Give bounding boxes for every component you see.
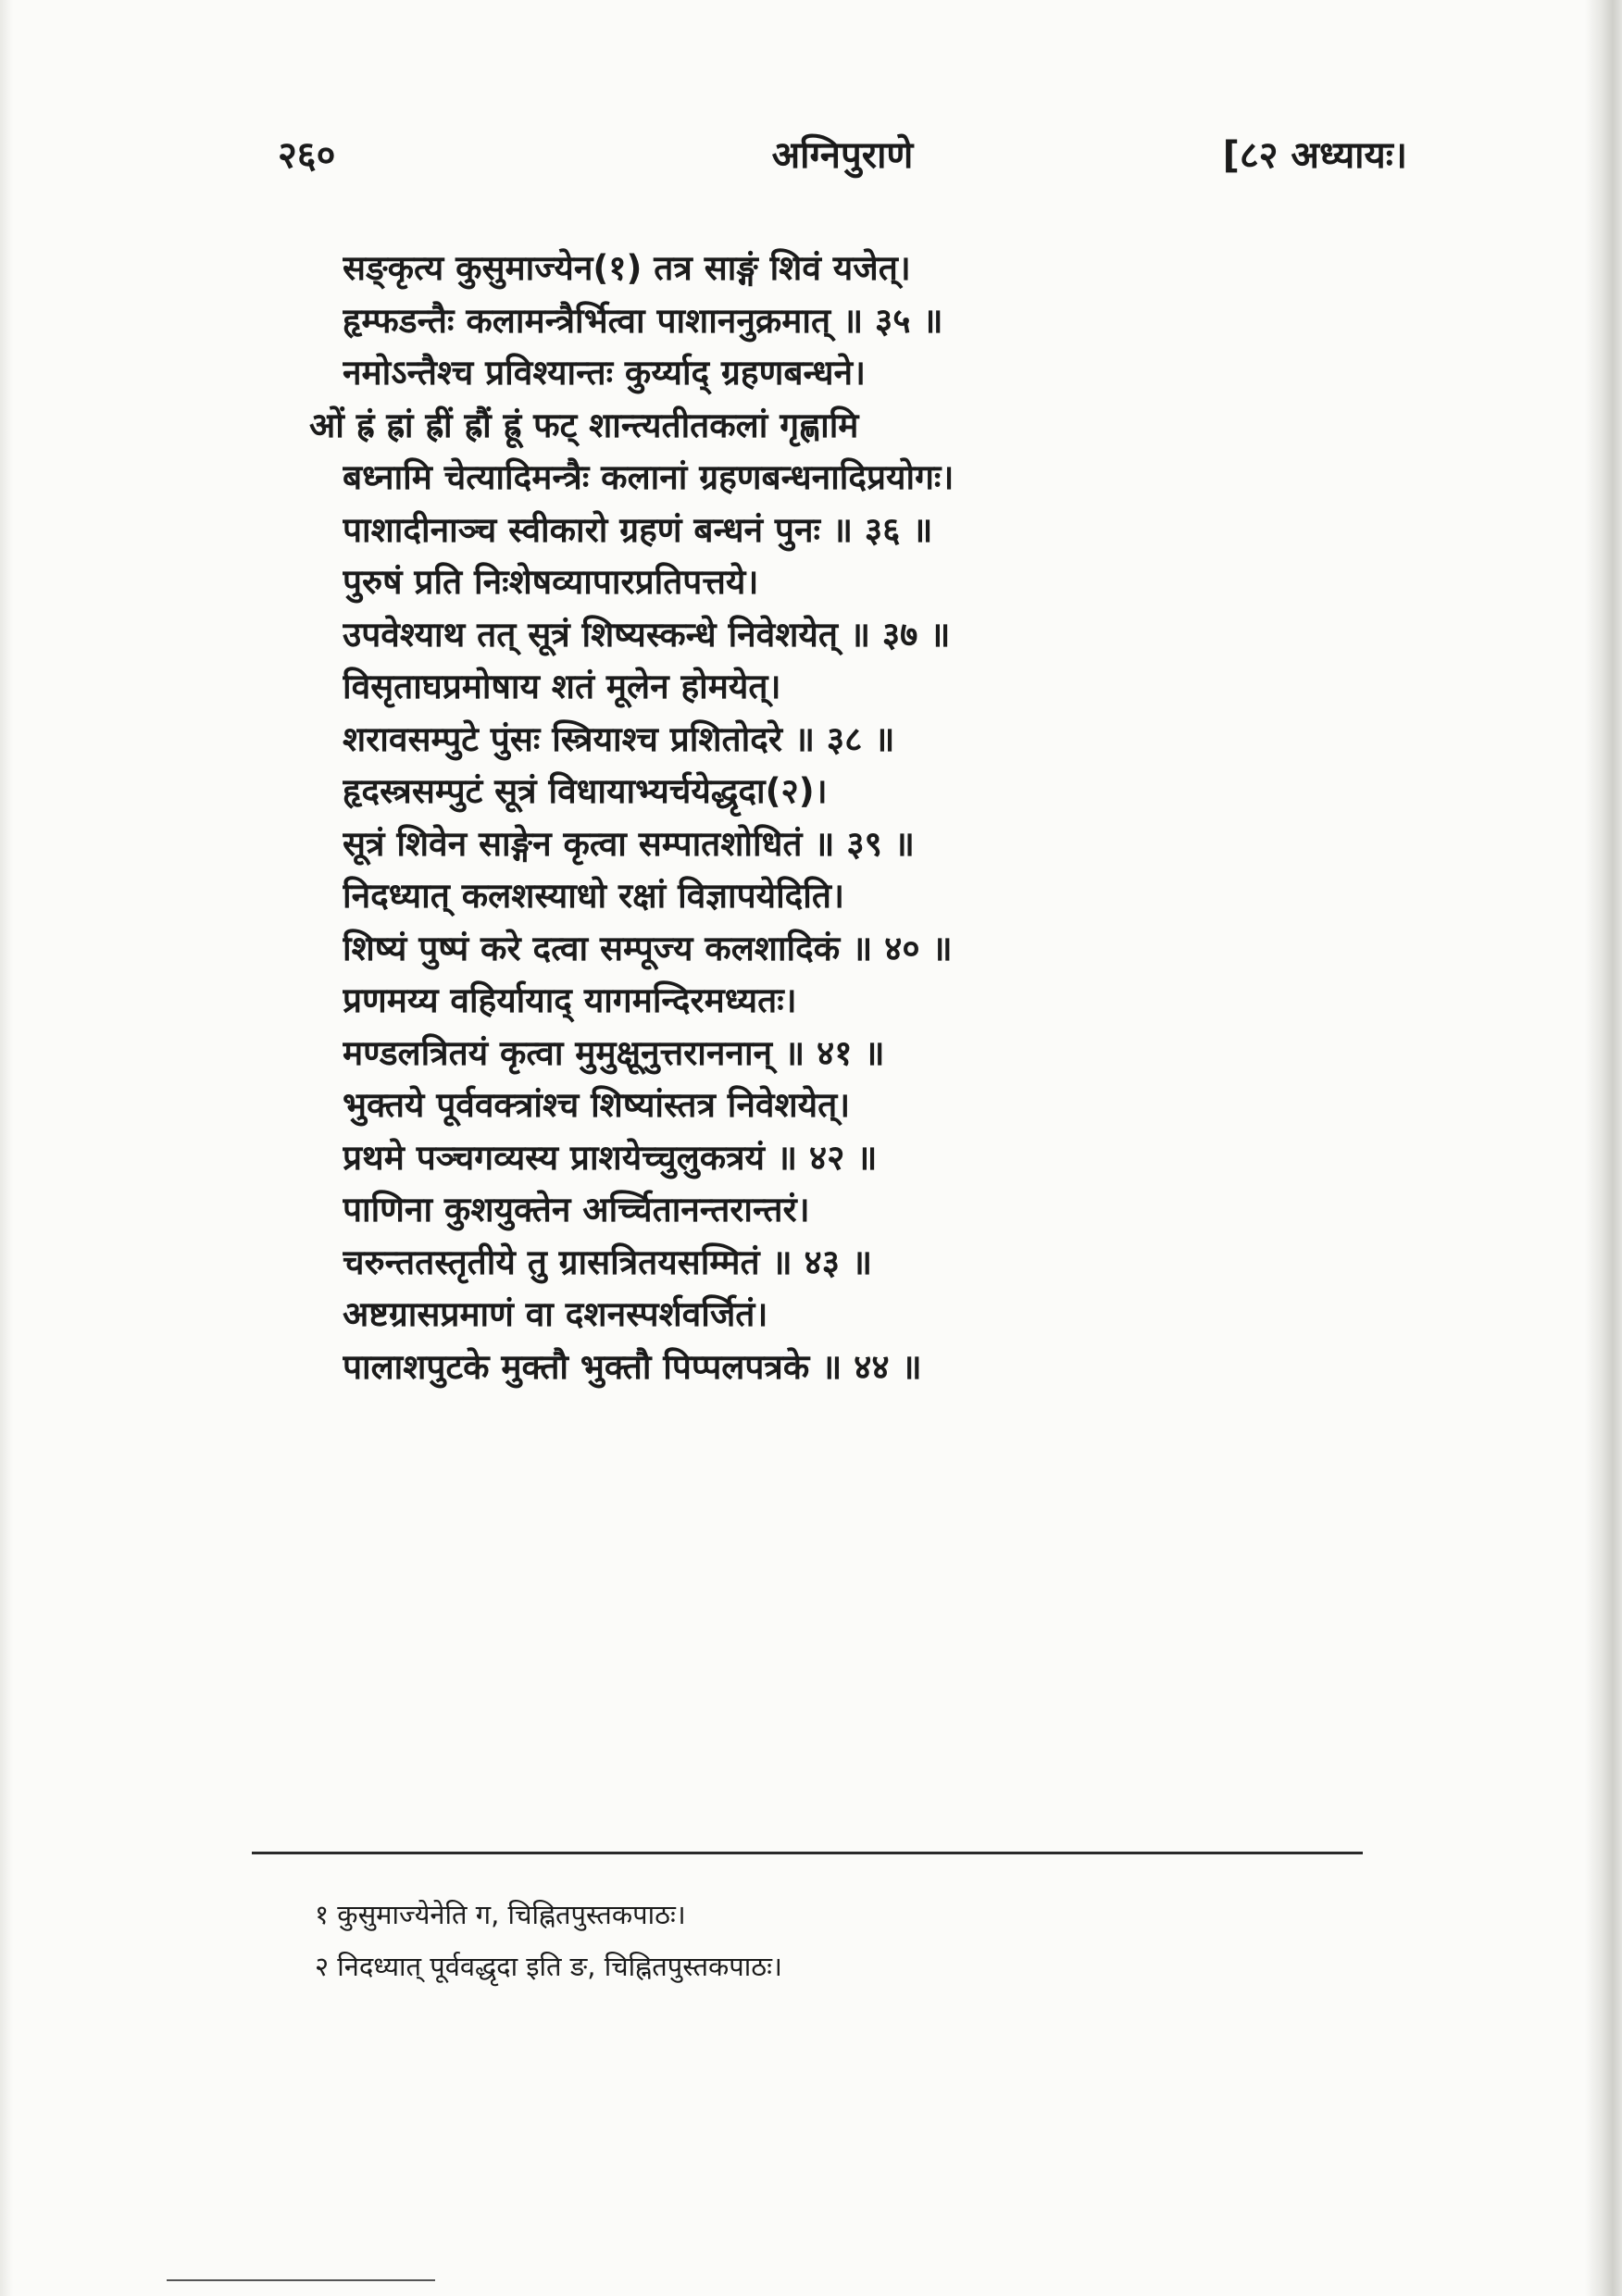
verse-line: अष्टग्रासप्रमाणं वा दशनस्पर्शवर्जितं। [343, 1294, 768, 1334]
verse-line: उपवेश्याथ तत् सूत्रं शिष्यस्कन्धे निवेशयेत् ॥ ३७ ॥ [343, 614, 951, 655]
scan-right-edge [1585, 0, 1622, 2296]
verse-line: हृदस्त्रसम्पुटं सूत्रं विधायाभ्यर्चयेद्धृदा(२)। [343, 771, 828, 811]
verse-line: नमोऽन्तैश्च प्रविश्यान्तः कुर्य्याद् ग्रहणबन्धने। [343, 353, 867, 393]
verse-line: विसृताघप्रमोषाय शतं मूलेन होमयेत्। [343, 667, 781, 706]
verse-line: सङ्कृत्य कुसुमाज्येन(१) तत्र साङ्गं शिवं यजेत्। [343, 248, 911, 288]
verse-line: सूत्रं शिवेन साङ्गेन कृत्वा सम्पातशोधितं ॥ ३९ ॥ [343, 823, 915, 864]
verse-line: पाशादीनाञ्च स्वीकारो ग्रहणं बन्धनं पुनः ॥ ३६ ॥ [343, 509, 933, 550]
footnote: १ कुसुमाज्येनेति ग, चिह्नितपुस्तकपाठः। [315, 1899, 686, 1930]
scan-left-edge [0, 0, 13, 2296]
verse-line: हृम्फडन्तैः कलामन्त्रैर्भित्वा पाशाननुक्रमात् ॥ ३५ ॥ [343, 300, 943, 341]
verse-line: पालाशपुटके मुक्तौ भुक्तौ पिप्पलपत्रके ॥ ४४ ॥ [343, 1346, 922, 1387]
footnote: २ निदध्यात् पूर्ववद्धृदा इति ङ, चिह्नितपुस्तकपाठः। [315, 1951, 782, 1982]
verse-line: शरावसम्पुटे पुंसः स्त्रियाश्च प्रशितोदरे ॥ ३८ ॥ [343, 718, 895, 759]
footnotes [315, 1889, 1333, 1992]
chapter-label: [८२ अध्यायः। [1222, 134, 1407, 177]
verse-line: मण्डलत्रितयं कृत्वा मुमुक्षूनुत्तराननान् ॥ ४१ ॥ [343, 1032, 885, 1073]
verse-line: पुरुषं प्रति निःशेषव्यापारप्रतिपत्तये। [343, 562, 759, 602]
verse-line: प्रणमय्य वहिर्यायाद् यागमन्दिरमध्यतः। [343, 980, 797, 1020]
bottom-rule [167, 2279, 435, 2281]
verse-line: बध्नामि चेत्यादिमन्त्रैः कलानां ग्रहणबन्धनादिप्रयोगः। [343, 457, 954, 497]
footnote-rule [252, 1852, 1363, 1854]
running-title: अग्निपुराणे [771, 134, 914, 177]
verse-line: शिष्यं पुष्पं करे दत्वा सम्पूज्य कलशादिकं ॥ ४० ॥ [343, 928, 953, 968]
verse-line: भुक्तये पूर्ववक्त्रांश्च शिष्यांस्तत्र निवेशयेत्। [343, 1085, 851, 1125]
page-number: २६० [278, 134, 336, 177]
verse-line: प्रथमे पञ्चगव्यस्य प्राशयेच्चुलुकत्रयं ॥ ४२ ॥ [343, 1137, 878, 1178]
verse-line: पाणिना कुशयुक्तेन अर्च्चितानन्तरान्तरं। [343, 1190, 810, 1229]
verse-block [309, 243, 1342, 1393]
mantra-line: ओं ह्रं ह्रां ह्रीं ह्रौं ह्रूं फट् शान्त्यतीतकलां गृह्णामि [309, 405, 859, 445]
verse-line: चरुन्ततस्तृतीये तु ग्रासत्रितयसम्मितं ॥ ४३ ॥ [343, 1242, 873, 1282]
page-header [278, 128, 1407, 183]
verse-line: निदध्यात् कलशस्याधो रक्षां विज्ञापयेदिति। [343, 876, 844, 916]
